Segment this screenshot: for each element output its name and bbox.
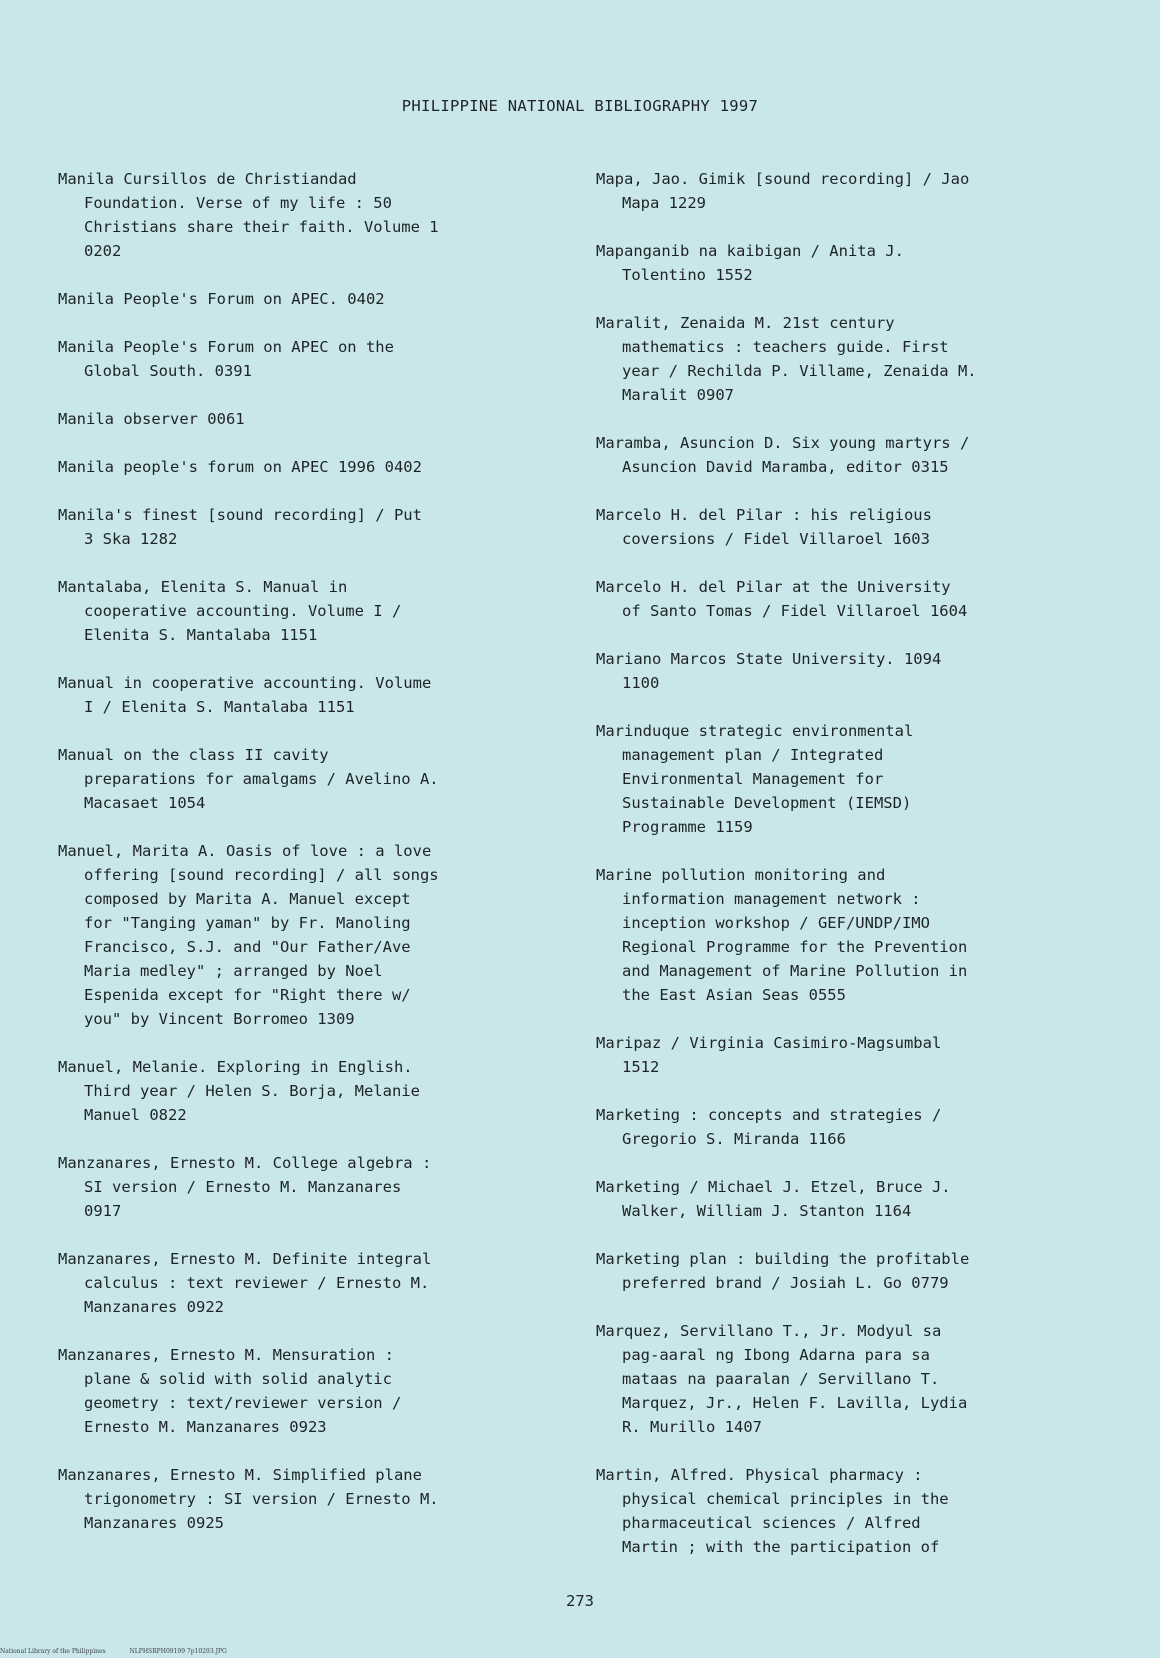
- footer: [0, 1648, 1160, 1656]
- bibliography-entry: Manzanares, Ernesto M. Simplified plane trigonometry : SI version / Ernesto M. Manzanares 0925: [58, 1466, 439, 1532]
- bibliography-entry: Mapanganib na kaibigan / Anita J. Tolentino 1552: [596, 242, 904, 284]
- footer-library: National Library of the Philippines: [0, 1648, 106, 1655]
- footer-file: NLPHSRPH09199 7p10293.JPG: [129, 1648, 227, 1655]
- bibliography-entry: Mariano Marcos State University. 1094 1100: [596, 650, 942, 692]
- bibliography-entry: Manila People's Forum on APEC on the Global South. 0391: [58, 338, 394, 380]
- bibliography-entry: Mantalaba, Elenita S. Manual in cooperative accounting. Volume I / Elenita S. Mantalaba 1151: [58, 578, 402, 644]
- bibliography-entry: Manzanares, Ernesto M. College algebra : SI version / Ernesto M. Manzanares 0917: [58, 1154, 432, 1220]
- bibliography-entry: Marine pollution monitoring and information management network : inception workshop / GEF/UNDP/IMO Regional Programme for the Prevention and Management of Marine Pollution in the East Asian Seas 0555: [596, 866, 968, 1004]
- bibliography-entry: Mapa, Jao. Gimik [sound recording] / Jao Mapa 1229: [596, 170, 970, 212]
- bibliography-entry: Marcelo H. del Pilar : his religious coversions / Fidel Villaroel 1603: [596, 506, 932, 548]
- bibliography-entry: Maralit, Zenaida M. 21st century mathematics : teachers guide. First year / Rechilda P. Villame, Zenaida M. Maralit 0907: [596, 314, 977, 404]
- bibliography-entry: Manzanares, Ernesto M. Definite integral calculus : text reviewer / Ernesto M. Manzanares 0922: [58, 1250, 432, 1316]
- bibliography-entry: Manuel, Melanie. Exploring in English. Third year / Helen S. Borja, Melanie Manuel 0822: [58, 1058, 420, 1124]
- bibliography-entry: Manual on the class II cavity preparations for amalgams / Avelino A. Macasaet 1054: [58, 746, 439, 812]
- bibliography-entry: Marquez, Servillano T., Jr. Modyul sa pag-aaral ng Ibong Adarna para sa mataas na paaralan / Servillano T. Marquez, Jr., Helen F. Lavilla, Lydia R. Murillo 1407: [596, 1322, 968, 1436]
- right-column: [596, 167, 1091, 1583]
- bibliography-entry: Maramba, Asuncion D. Six young martyrs / Asuncion David Maramba, editor 0315: [596, 434, 970, 476]
- bibliography-entry: Marinduque strategic environmental management plan / Integrated Environmental Management for Sustainable Development (IEMSD) Programme 1159: [596, 722, 914, 836]
- bibliography-entry: Marketing / Michael J. Etzel, Bruce J. Walker, William J. Stanton 1164: [596, 1178, 951, 1220]
- bibliography-entry: Manuel, Marita A. Oasis of love : a love offering [sound recording] / all songs composed by Marita A. Manuel except for "Tanging yaman" by Fr. Manoling Francisco, S.J. and "Our Father/Ave Maria medley" ; arranged by Noel Espenida except for "Right there w/ you" by Vincent Borromeo 1309: [58, 842, 439, 1028]
- bibliography-entry: Manila People's Forum on APEC. 0402: [58, 290, 385, 308]
- bibliography-entry: Manual in cooperative accounting. Volume I / Elenita S. Mantalaba 1151: [58, 674, 432, 716]
- bibliography-entry: Marketing : concepts and strategies / Gregorio S. Miranda 1166: [596, 1106, 942, 1148]
- left-column: [58, 167, 553, 1559]
- bibliography-entry: Manila Cursillos de Christiandad Foundation. Verse of my life : 50 Christians share their faith. Volume 1 0202: [58, 170, 439, 260]
- bibliography-entry: Maripaz / Virginia Casimiro-Magsumbal 1512: [596, 1034, 942, 1076]
- page-number: 273: [566, 1592, 594, 1610]
- bibliography-entry: Manila people's forum on APEC 1996 0402: [58, 458, 422, 476]
- page-title: PHILIPPINE NATIONAL BIBLIOGRAPHY 1997: [401, 97, 759, 115]
- bibliography-entry: Manila's finest [sound recording] / Put 3 Ska 1282: [58, 506, 422, 548]
- bibliography-entry: Marketing plan : building the profitable preferred brand / Josiah L. Go 0779: [596, 1250, 970, 1292]
- bibliography-entry: Manila observer 0061: [58, 410, 245, 428]
- bibliography-entry: Manzanares, Ernesto M. Mensuration : plane & solid with solid analytic geometry : text/reviewer version / Ernesto M. Manzanares 0923: [58, 1346, 402, 1436]
- bibliography-entry: Martin, Alfred. Physical pharmacy : physical chemical principles in the pharmaceutical sciences / Alfred Martin ; with the participation of: [596, 1466, 949, 1556]
- bibliography-entry: Marcelo H. del Pilar at the University of Santo Tomas / Fidel Villaroel 1604: [596, 578, 968, 620]
